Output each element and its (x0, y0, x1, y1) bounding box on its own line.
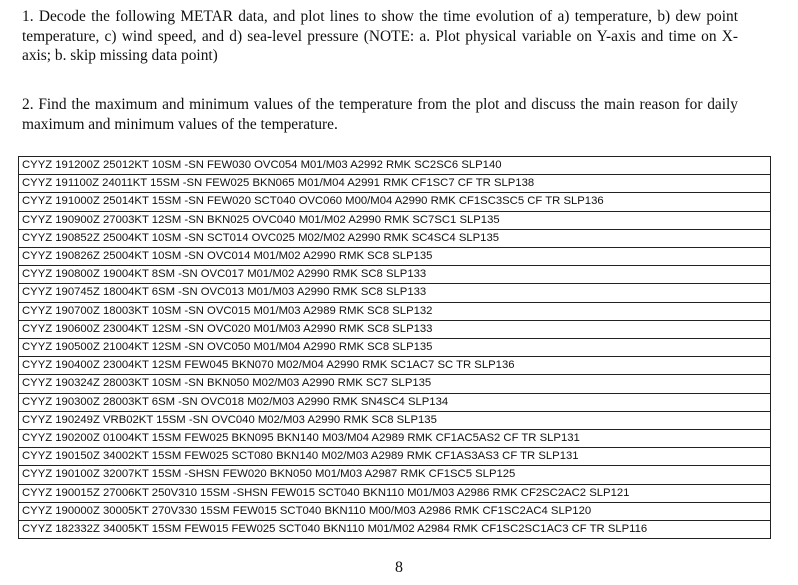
table-row (19, 211, 771, 229)
page-number: 8 (395, 559, 403, 576)
question-2: 2. Find the maximum and minimum values of the temperature from the plot and discuss the main reason for daily maximum and minimum values of the temperature. (22, 96, 738, 133)
table-row (19, 466, 771, 484)
metar-cell: CYYZ 190000Z 30005KT 270V330 15SM FEW015 SCT040 BKN110 M00/M03 A2986 RMK CF1SC2AC4 SLP120 (19, 502, 771, 520)
metar-cell: CYYZ 190600Z 23004KT 12SM -SN OVC020 M01/M03 A2990 RMK SC8 SLP133 (19, 320, 771, 338)
metar-cell: CYYZ 190900Z 27003KT 12SM -SN BKN025 OVC040 M01/M02 A2990 RMK SC7SC1 SLP135 (19, 211, 771, 229)
table-row (19, 357, 771, 375)
metar-cell: CYYZ 191200Z 25012KT 10SM -SN FEW030 OVC054 M01/M03 A2992 RMK SC2SC6 SLP140 (19, 157, 771, 175)
metar-cell: CYYZ 190249Z VRB02KT 15SM -SN OVC040 M02/M03 A2990 RMK SC8 SLP135 (19, 411, 771, 429)
metar-cell: CYYZ 190500Z 21004KT 12SM -SN OVC050 M01/M04 A2990 RMK SC8 SLP135 (19, 339, 771, 357)
metar-cell: CYYZ 190150Z 34002KT 15SM FEW025 SCT080 BKN140 M02/M03 A2989 RMK CF1AS3AS3 CF TR SLP131 (19, 448, 771, 466)
metar-cell: CYYZ 182332Z 34005KT 15SM FEW015 FEW025 SCT040 BKN110 M01/M02 A2984 RMK CF1SC2SC1AC3 CF TR SLP116 (19, 521, 771, 539)
metar-cell: CYYZ 190400Z 23004KT 12SM FEW045 BKN070 M02/M04 A2990 RMK SC1AC7 SC TR SLP136 (19, 357, 771, 375)
metar-cell: CYYZ 190100Z 32007KT 15SM -SHSN FEW020 BKN050 M01/M03 A2987 RMK CF1SC5 SLP125 (19, 466, 771, 484)
metar-cell: CYYZ 191100Z 24011KT 15SM -SN FEW025 BKN065 M01/M04 A2991 RMK CF1SC7 CF TR SLP138 (19, 175, 771, 193)
metar-cell: CYYZ 190800Z 19004KT 8SM -SN OVC017 M01/M02 A2990 RMK SC8 SLP133 (19, 266, 771, 284)
metar-cell: CYYZ 190826Z 25004KT 10SM -SN OVC014 M01/M02 A2990 RMK SC8 SLP135 (19, 248, 771, 266)
table-row (19, 484, 771, 502)
table-row (19, 193, 771, 211)
metar-cell: CYYZ 190745Z 18004KT 6SM -SN OVC013 M01/M03 A2990 RMK SC8 SLP133 (19, 284, 771, 302)
table-row (19, 248, 771, 266)
metar-cell: CYYZ 190852Z 25004KT 10SM -SN SCT014 OVC025 M02/M02 A2990 RMK SC4SC4 SLP135 (19, 229, 771, 247)
table-row (19, 157, 771, 175)
table-row (19, 339, 771, 357)
table-row (19, 302, 771, 320)
metar-cell: CYYZ 190015Z 27006KT 250V310 15SM -SHSN FEW015 SCT040 BKN110 M01/M03 A2986 RMK CF2SC2AC2 SLP121 (19, 484, 771, 502)
table-row (19, 430, 771, 448)
metar-cell: CYYZ 191000Z 25014KT 15SM -SN FEW020 SCT040 OVC060 M00/M04 A2990 RMK CF1SC3SC5 CF TR SLP136 (19, 193, 771, 211)
question-1: 1. Decode the following METAR data, and plot lines to show the time evolution of a) temperature, b) dew point temperature, c) wind speed, and d) sea-level pressure (NOTE: a. Plot physical variable on Y-axis and time on X-axis; b. skip missing data point) (22, 8, 738, 65)
metar-cell: CYYZ 190200Z 01004KT 15SM FEW025 BKN095 BKN140 M03/M04 A2989 RMK CF1AC5AS2 CF TR SLP131 (19, 430, 771, 448)
table-row (19, 521, 771, 539)
table-row (19, 320, 771, 338)
table-row (19, 229, 771, 247)
table-row (19, 266, 771, 284)
metar-cell: CYYZ 190300Z 28003KT 6SM -SN OVC018 M02/M03 A2990 RMK SN4SC4 SLP134 (19, 393, 771, 411)
metar-cell: CYYZ 190700Z 18003KT 10SM -SN OVC015 M01/M03 A2989 RMK SC8 SLP132 (19, 302, 771, 320)
metar-cell: CYYZ 190324Z 28003KT 10SM -SN BKN050 M02/M03 A2990 RMK SC7 SLP135 (19, 375, 771, 393)
table-row (19, 375, 771, 393)
table-row (19, 175, 771, 193)
table-row (19, 393, 771, 411)
table-row (19, 502, 771, 520)
table-row (19, 448, 771, 466)
metar-table (18, 156, 771, 539)
table-row (19, 284, 771, 302)
table-row (19, 411, 771, 429)
